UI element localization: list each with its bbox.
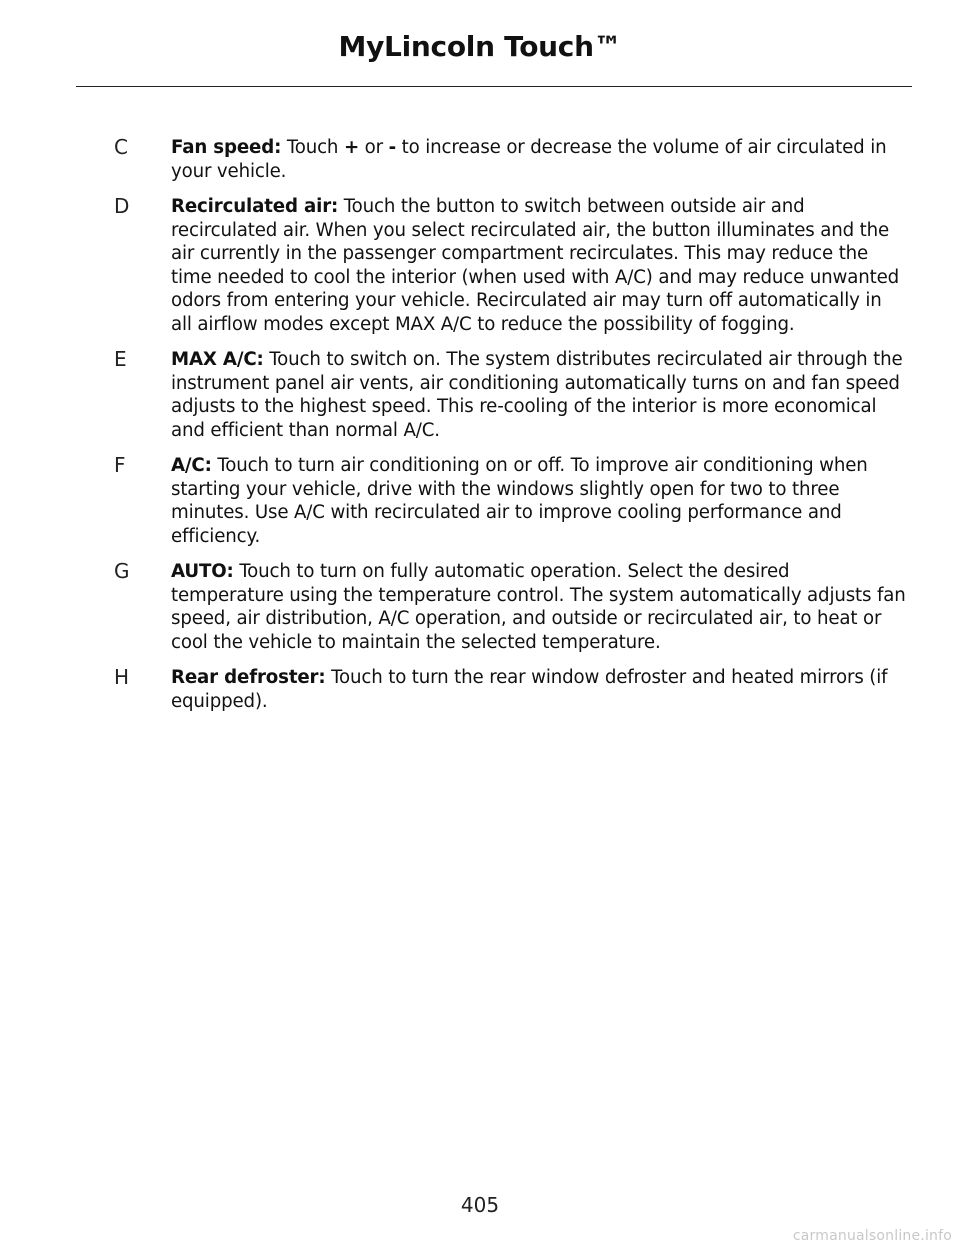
item-description (171, 666, 907, 713)
list-item-recirculated-air (0, 195, 960, 336)
item-term: AUTO: (171, 561, 234, 582)
item-term: A/C: (171, 455, 212, 476)
item-letter: F (114, 453, 126, 477)
list-item-fan-speed (0, 136, 960, 183)
item-description (171, 136, 907, 183)
list-item-max-ac (0, 348, 960, 442)
item-text: Touch to turn air conditioning on or off. To improve air conditioning when starting your vehicle, drive with the windows slightly open for two to three minutes. Use A/C with recirculated air to improve cooling performance and efficiency. (171, 455, 868, 547)
item-text: Touch to switch on. The system distributes recirculated air through the instrument panel air vents, air conditioning automatically turns on and fan speed adjusts to the highest speed. This re-cooling of the interior is more economical and efficient than normal A/C. (171, 349, 903, 441)
item-term: Fan speed: (171, 137, 282, 158)
item-text: Touch (281, 137, 344, 158)
minus-symbol: - (388, 137, 397, 158)
item-description (171, 560, 907, 654)
list-item-auto (0, 560, 960, 654)
item-text: Touch the button to switch between outside air and recirculated air. When you select recirculated air, the button illuminates and the air currently in the passenger compartment recirculates. This may reduce the time needed to cool the interior (when used with A/C) and may reduce unwanted odors from entering your vehicle. Recirculated air may turn off automatically in all airflow modes except MAX A/C to reduce the possibility of fogging. (171, 196, 900, 335)
item-description (171, 348, 907, 442)
item-term: MAX A/C: (171, 349, 264, 370)
watermark: carmanualsonline.info (792, 1228, 952, 1244)
list-item-ac (0, 454, 960, 548)
item-letter: E (114, 347, 127, 371)
plus-symbol: + (343, 137, 360, 158)
header-divider (76, 86, 912, 87)
item-text: Touch to turn on fully automatic operation. Select the desired temperature using the temperature control. The system automatically adjusts fan speed, air distribution, A/C operation, and outside or recirculated air, to heat or cool the vehicle to maintain the selected temperature. (171, 561, 906, 653)
list-item-rear-defroster (0, 666, 960, 713)
item-text: or (359, 137, 389, 158)
page-number: 405 (460, 1193, 500, 1217)
page-title: MyLincoln Touch™ (338, 30, 622, 63)
item-letter: C (114, 135, 128, 159)
item-description (171, 195, 907, 336)
item-text: Touch to turn the rear window defroster and heated mirrors (if equipped). (171, 667, 888, 712)
item-letter: H (114, 665, 130, 689)
item-letter: D (114, 194, 130, 218)
item-term: Rear defroster: (171, 667, 326, 688)
item-description (171, 454, 907, 548)
control-descriptions-list (0, 136, 960, 725)
item-text: to increase or decrease the volume of air circulated in your vehicle. (171, 137, 887, 182)
item-letter: G (114, 559, 130, 583)
item-term: Recirculated air: (171, 196, 339, 217)
